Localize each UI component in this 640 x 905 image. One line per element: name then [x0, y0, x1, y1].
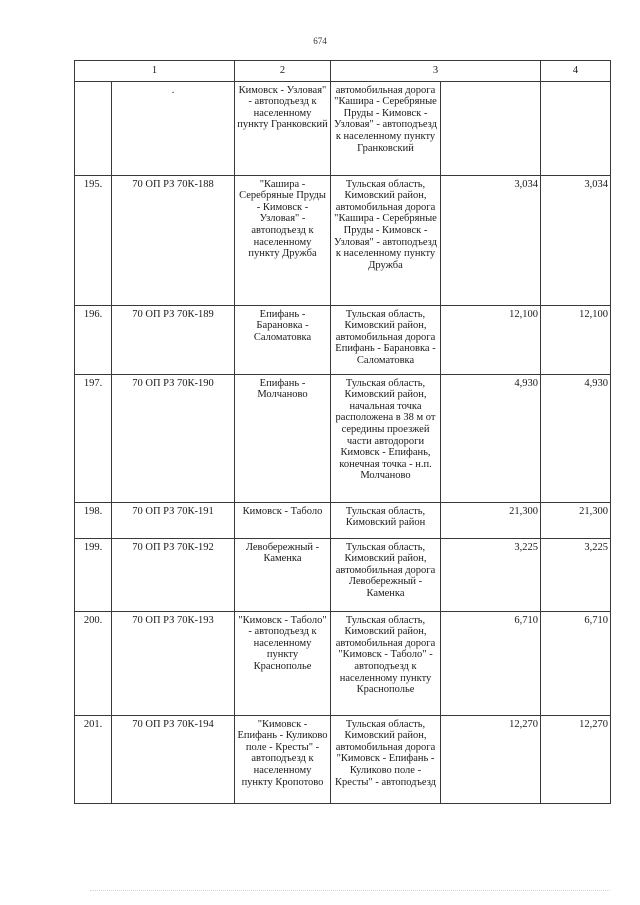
table-row	[75, 715, 611, 803]
cell-length-2: 12,270	[541, 715, 611, 803]
cell-length: 12,270	[441, 715, 541, 803]
cell-name: Левобережный - Каменка	[235, 538, 331, 611]
table-row	[75, 175, 611, 305]
cell-name: "Кашира - Серебряные Пруды - Кимовск - Узловая" - автоподъезд к населенному пункту Дружба	[235, 175, 331, 305]
cell-length: 4,930	[441, 374, 541, 502]
header-col-4: 4	[541, 61, 611, 82]
cell-location: Тульская область, Кимовский район	[331, 502, 441, 538]
cell-location: Тульская область, Кимовский район, автомобильная дорога "Кимовск - Епифань - Куликово поле - Кресты" - автоподъезд	[331, 715, 441, 803]
cell-length: 3,034	[441, 175, 541, 305]
table-row	[75, 374, 611, 502]
cell-length: 3,225	[441, 538, 541, 611]
cell-num: 195.	[75, 175, 112, 305]
page-number: 674	[313, 36, 327, 46]
cell-length-2	[541, 81, 611, 175]
cell-length: 21,300	[441, 502, 541, 538]
table-row	[75, 611, 611, 715]
cell-num: 201.	[75, 715, 112, 803]
table-row-continuation	[75, 81, 611, 175]
cell-length-2: 6,710	[541, 611, 611, 715]
table-row	[75, 502, 611, 538]
cell-code: 70 ОП РЗ 70К-193	[112, 611, 235, 715]
cell-code: 70 ОП РЗ 70К-191	[112, 502, 235, 538]
cell-length: 12,100	[441, 305, 541, 374]
cell-length: 6,710	[441, 611, 541, 715]
cell-location: Тульская область, Кимовский район, автомобильная дорога "Кашира - Серебряные Пруды - Кимовск - Узловая" - автоподъезд к населенному пункту Дружба	[331, 175, 441, 305]
cell-num: 199.	[75, 538, 112, 611]
cell-num: 196.	[75, 305, 112, 374]
cell-code: 70 ОП РЗ 70К-194	[112, 715, 235, 803]
cell-length-2: 21,300	[541, 502, 611, 538]
cell-name: "Кимовск - Таболо" - автоподъезд к населенному пункту Краснополье	[235, 611, 331, 715]
cell-length-2: 3,034	[541, 175, 611, 305]
cell-length-2: 4,930	[541, 374, 611, 502]
cell-code: 70 ОП РЗ 70К-189	[112, 305, 235, 374]
cell-location: автомобильная дорога "Кашира - Серебряные Пруды - Кимовск - Узловая" - автоподъезд к населенному пункту Гранковский	[331, 81, 441, 175]
table-row	[75, 305, 611, 374]
cell-location: Тульская область, Кимовский район, автомобильная дорога Епифань - Барановка - Саломатовка	[331, 305, 441, 374]
cell-name: Кимовск - Таболо	[235, 502, 331, 538]
cell-code: 70 ОП РЗ 70К-192	[112, 538, 235, 611]
header-col-2: 2	[235, 61, 331, 82]
cell-location: Тульская область, Кимовский район, автомобильная дорога "Кимовск - Таболо" - автоподъезд к населенному пункту Краснополье	[331, 611, 441, 715]
cell-location: Тульская область, Кимовский район, автомобильная дорога Левобережный - Каменка	[331, 538, 441, 611]
cell-num	[75, 81, 112, 175]
cell-num: 198.	[75, 502, 112, 538]
roads-table	[74, 60, 611, 804]
cell-location: Тульская область, Кимовский район, начальная точка расположена в 38 м от середины проезжей части автодороги Кимовск - Епифань, конечная точка - н.п. Молчаново	[331, 374, 441, 502]
header-col-1: 1	[75, 61, 235, 82]
header-col-3: 3	[331, 61, 541, 82]
table-header-row	[75, 61, 611, 82]
cell-num: 200.	[75, 611, 112, 715]
cell-length	[441, 81, 541, 175]
cell-mark: .	[112, 81, 235, 175]
table-row	[75, 538, 611, 611]
cell-length-2: 12,100	[541, 305, 611, 374]
cell-length-2: 3,225	[541, 538, 611, 611]
cell-name: Кимовск - Узловая" - автоподъезд к населенному пункту Гранковский	[235, 81, 331, 175]
cell-code: 70 ОП РЗ 70К-190	[112, 374, 235, 502]
cell-name: Епифань - Молчаново	[235, 374, 331, 502]
cell-name: "Кимовск - Епифань - Куликово поле - Кресты" - автоподъезд к населенному пункту Кропотово	[235, 715, 331, 803]
cell-name: Епифань - Барановка - Саломатовка	[235, 305, 331, 374]
cell-num: 197.	[75, 374, 112, 502]
scan-artifact-line	[90, 890, 610, 893]
cell-code: 70 ОП РЗ 70К-188	[112, 175, 235, 305]
